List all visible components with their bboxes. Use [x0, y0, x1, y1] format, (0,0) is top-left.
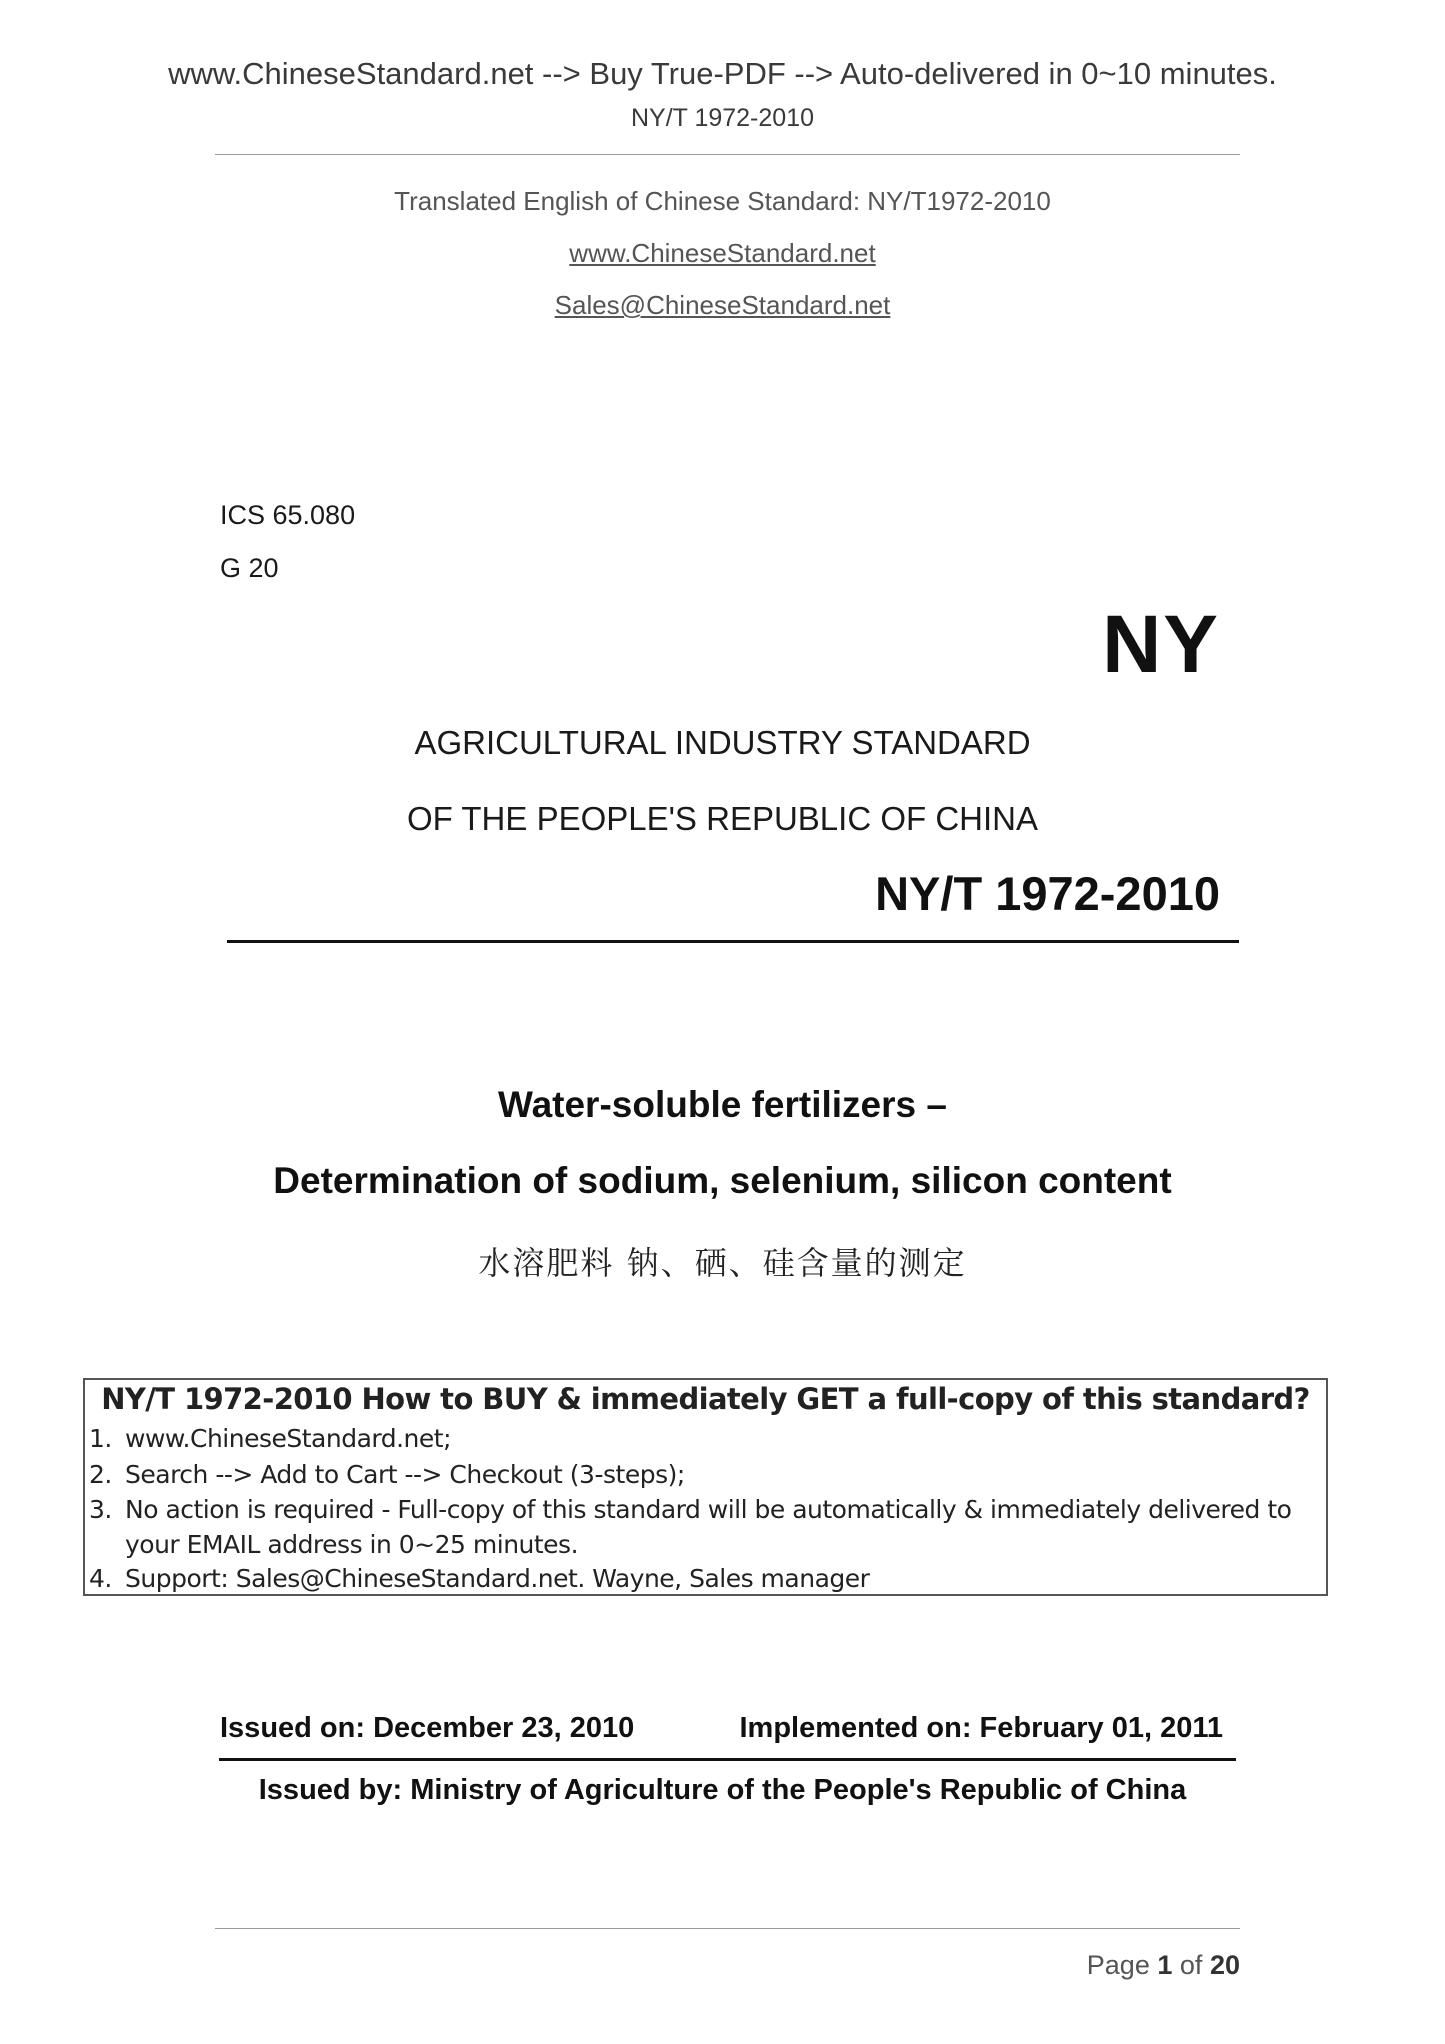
- buy-step-number: 1.: [89, 1424, 112, 1453]
- issue-divider: [219, 1758, 1236, 1761]
- standard-type-line1: AGRICULTURAL INDUSTRY STANDARD: [414, 724, 1031, 761]
- email-link[interactable]: Sales@ChineseStandard.net: [554, 290, 891, 320]
- standard-number: NY/T 1972-2010: [875, 867, 1220, 920]
- buy-box-heading: NY/T 1972-2010 How to BUY & immediately GET a full-copy of this standard?: [101, 1382, 1310, 1416]
- ics-code: ICS 65.080: [220, 500, 356, 530]
- buy-step-continuation: your EMAIL address in 0~25 minutes.: [125, 1530, 579, 1559]
- standard-logo: NY: [1102, 599, 1220, 690]
- buy-step: [89, 1460, 685, 1489]
- buy-step-number: 2.: [89, 1460, 112, 1489]
- buy-step-number: 4.: [89, 1564, 112, 1593]
- buy-step-text[interactable]: www.ChineseStandard.net;: [125, 1424, 452, 1453]
- title-line2: Determination of sodium, selenium, silicon content: [273, 1160, 1172, 1201]
- of-word: of: [1179, 1950, 1203, 1980]
- title-line1: Water-soluble fertilizers –: [498, 1084, 947, 1125]
- page-total: 20: [1209, 1950, 1240, 1980]
- title-chinese: 水溶肥料 钠、硒、硅含量的测定: [478, 1244, 967, 1282]
- website-link[interactable]: www.ChineseStandard.net: [569, 238, 876, 268]
- header-divider: [215, 154, 1240, 155]
- issued-on-date: Issued on: December 23, 2010: [220, 1712, 635, 1744]
- header-standard-code: NY/T 1972-2010: [631, 104, 814, 132]
- implemented-on-date: Implemented on: February 01, 2011: [739, 1712, 1223, 1744]
- translated-notice: Translated English of Chinese Standard: NY/T1972-2010: [394, 186, 1051, 216]
- buy-step-text: Search --> Add to Cart --> Checkout (3-steps);: [125, 1460, 685, 1489]
- buy-step: [89, 1564, 869, 1593]
- page-number: [1087, 1950, 1240, 1981]
- buy-step-number: 3.: [89, 1495, 112, 1524]
- buy-step-text: Support: Sales@ChineseStandard.net. Wayne, Sales manager: [125, 1564, 870, 1593]
- issued-by: Issued by: Ministry of Agriculture of the People's Republic of China: [258, 1774, 1187, 1806]
- header-banner: www.ChineseStandard.net --> Buy True-PDF --> Auto-delivered in 0~10 minutes.: [168, 56, 1277, 91]
- buy-instructions-box: [83, 1378, 1328, 1596]
- group-code: G 20: [220, 553, 279, 583]
- page-word: Page: [1086, 1950, 1150, 1980]
- standard-divider: [227, 940, 1239, 943]
- page-current: 1: [1157, 1950, 1173, 1980]
- buy-step: [89, 1424, 451, 1453]
- footer-divider: [215, 1928, 1240, 1929]
- standard-type-line2: OF THE PEOPLE'S REPUBLIC OF CHINA: [407, 800, 1038, 837]
- buy-step-text: No action is required - Full-copy of this standard will be automatically & immediately delivered to: [125, 1495, 1292, 1524]
- buy-step: [89, 1495, 1291, 1524]
